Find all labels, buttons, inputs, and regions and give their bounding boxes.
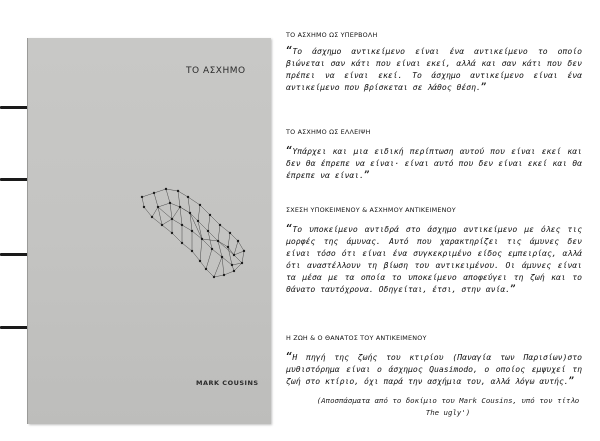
close-quote-mark: ” <box>510 284 516 295</box>
quote-paragraph <box>286 145 582 182</box>
quote-paragraph <box>286 45 582 94</box>
book-photo <box>0 0 278 441</box>
network-drawing <box>140 185 250 295</box>
quote-text: Το άσχημο αντικείμενο είναι ένα αντικείμενο το οποίο βιώνεται σαν κάτι που είναι εκεί, αλλά και σαν κάτι που δεν πρέπει να είναι εκεί. Το άσχημο αντικείμενο είναι ένα αντικείμενο που βρίσκεται σε λάθος θέση. <box>286 46 582 92</box>
open-quote-mark: “ <box>286 144 293 157</box>
cover-title: ΤΟ ΑΣΧΗΜΟ <box>186 66 246 76</box>
close-quote-mark: ” <box>480 82 487 93</box>
quote-text: Υπάρχει και μια ειδική περίπτωση αυτού που είναι εκεί και δεν θα έπρεπε να είναι· είναι αυτό που δεν είναι εκεί και θα έπρεπε να είναι. <box>286 146 582 180</box>
source-note: (Αποσπάσματα από το δοκίμιο του Mark Cousins, υπό τον τίτλο The ugly') <box>316 396 580 417</box>
section-heading: Η ΖΩΗ & Ο ΘΑΝΑΤΟΣ ΤΟΥ ΑΝΤΙΚΕΙΜΕΝΟΥ <box>286 334 427 342</box>
section-heading: ΤΟ ΑΣΧΗΜΟ ΩΣ ΥΠΕΡΒΟΛΗ <box>286 31 378 39</box>
quote-text: Το υποκείμενο αντιδρά στο άσχημο αντικείμενο με όλες τις μορφές της άμυνας. Αυτό που χαρακτηρίζει τις άμυνες δεν είναι τόσο ότι είναι ένα συγκεκριμένο είδος εμπειρίας, αλλά ότι αναστέλλουν τη βίωση του αντικειμένου. Οι άμυνες είναι τα μέσα με τα οποία το υποκείμενο αποφεύγει τη ζωή και το θάνατο ταυτόχρονα. Οδηγείται, έτσι, στην ανία. <box>286 224 582 294</box>
open-quote-mark: “ <box>286 44 293 57</box>
quote-paragraph <box>286 223 582 296</box>
open-quote-mark: “ <box>286 350 293 363</box>
quotes-column <box>286 0 596 441</box>
close-quote-mark: ” <box>363 170 370 181</box>
close-quote-mark: ” <box>568 376 575 387</box>
cover-author: MARK COUSINS <box>196 379 259 387</box>
quote-paragraph <box>286 351 582 388</box>
open-quote-mark: “ <box>286 222 293 235</box>
section-heading: ΤΟ ΑΣΧΗΜΟ ΩΣ ΕΛΛΕΙΨΗ <box>286 128 371 136</box>
section-heading: ΣΧΕΣΗ ΥΠΟΚΕΙΜΕΝΟΥ & ΑΣΧΗΜΟΥ ΑΝΤΙΚΕΙΜΕΝΟΥ <box>286 206 456 214</box>
quote-text: Η πηγή της ζωής του κτιρίου (Παναγία των Παρισίων)στο μυθιστόρημα είναι ο άσχημος Quasimodo, ο οποίος εμψυχεί τη ζωή στο κτίριο, όχι παρά την ασχήμια του, αλλά λόγω αυτής. <box>286 352 582 386</box>
